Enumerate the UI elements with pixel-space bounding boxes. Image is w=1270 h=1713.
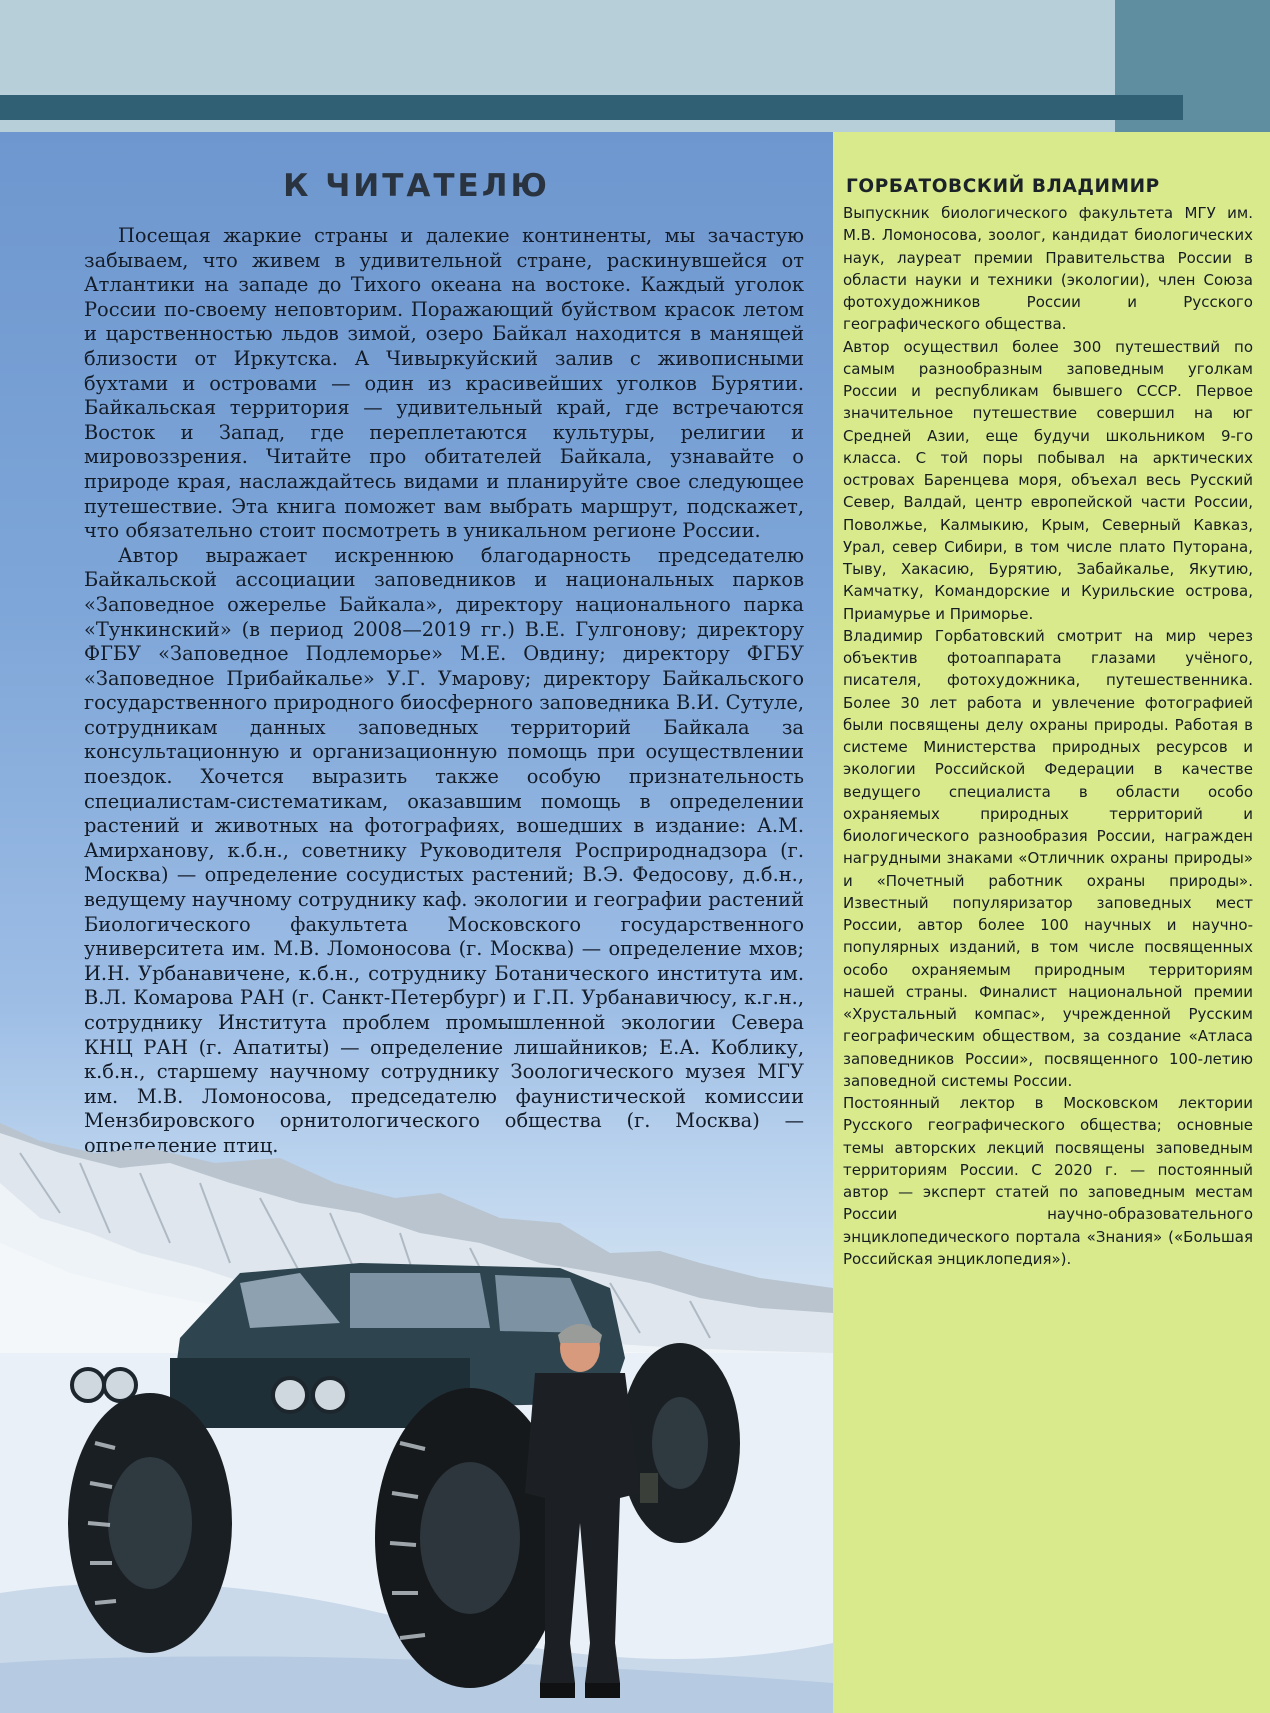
winter-vehicle-photo — [0, 1123, 833, 1713]
main-column — [0, 132, 833, 1713]
header-band — [0, 0, 1270, 132]
author-name: ГОРБАТОВСКИЙ ВЛАДИМИР — [846, 176, 1160, 197]
bio-paragraph-3: Владимир Горбатовский смотрит на мир через объектив фотоаппарата глазами учёного, писателя, фотохудожника, путешественника. Более 30 лет работа и увлечение фотографией были посвящены делу охраны природы. Работая в системе Министерства природных ресурсов и экологии Российской Федерации в качестве ведущего специалиста в области особо охраняемых природных территорий и биологического разнообразия России, награжден нагрудными знаками «Отличник охраны природы» и «Почетный работник охраны природы». Известный популяризатор заповедных мест России, автор более 100 научных и научно-популярных изданий, в том числе посвященных особо охраняемым природным территориям нашей страны. Финалист национальной премии «Хрустальный компас», учрежденной Русским географическим обществом, за создание «Атласа заповедников России», посвященного 100-летию заповедной системы России. — [843, 626, 1253, 1090]
header-stripe — [0, 95, 1183, 120]
page-title: К ЧИТАТЕЛЮ — [283, 168, 550, 204]
bio-paragraph-2: Автор осуществил более 300 путешествий по самым разнообразным заповедным уголкам России и республикам бывшего СССР. Первое значительное путешествие совершил на юг Средней Азии, еще будучи школьником 9-го класса. С той поры побывал на арктических островах Баренцева моря, объехал весь Русский Север, Валдай, центр европейской части России, Поволжье, Калмыкию, Крым, Северный Кавказ, Урал, север Сибири, в том числе плато Путорана, Тыву, Хакасию, Бурятию, Забайкалье, Якутию, Камчатку, Командорские и Курильские острова, Приамурье и Приморье. — [843, 337, 1253, 623]
foreword-paragraph-2: Автор выражает искреннюю благодарность председателю Байкальской ассоциации заповедников и национальных парков «Заповедное ожерелье Байкала», директору национального парка «Тункинский» (в период 2008—2019 гг.) В.Е. Гулгонову; директору ФГБУ «Заповедное Подлеморье» М.Е. Овдину; директору ФГБУ «Заповедное Прибайкалье» У.Г. Умарову; директору Байкальского государственного природного биосферного заповедника В.И. Сутуле, сотрудникам данных заповедных территорий Байкала за консультационную и организационную помощь при осуществлении поездок. Хочется выразить также особую признательность специалистам-систематикам, оказавшим помощь в определении растений и животных на фотографиях, вошедших в издание: А.М. Амирханову, к.б.н., советнику Руководителя Росприроднадзора (г. Москва) — определение сосудистых растений; В.Э. Федосову, д.б.н., ведущему научному сотруднику каф. экологии и географии растений Биологического факультета Московского государственного университета им. М.В. Ломоносова (г. Москва) — определение мхов; И.Н. Урбанавичене, к.б.н., сотруднику Ботанического института им. В.Л. Комарова РАН (г. Санкт-Петербург) и Г.П. Урбанавичюсу, к.г.н., сотруднику Института проблем промышленной экологии Севера КНЦ РАН (г. Апатиты) — определение лишайников; Е.А. Коблику, к.б.н., старшему научному сотруднику Зоологического музея МГУ им. М.В. Ломоносова, председателю фаунистической комиссии Мензбировского орнитологического общества (г. Москва) — определение птиц. — [84, 543, 804, 1157]
foreword-paragraph-1: Посещая жаркие страны и далекие континенты, мы зачастую забываем, что живем в удивительной стране, раскинувшейся от Атлантики на западе до Тихого океана на востоке. Каждый уголок России по-своему неповторим. Поражающий буйством красок летом и царственностью льдов зимой, озеро Байкал находится в манящей близости от Иркутска. А Чивыркуйский залив с живописными бухтами и островами — один из красивейших уголков Бурятии. Байкальская территория — удивительный край, где встречаются Восток и Запад, где переплетаются культуры, религии и мировоззрения. Читайте про обитателей Байкала, узнавайте о природе края, наслаждайтесь видами и планируйте свое следующее путешествие. Эта книга поможет вам выбрать маршрут, подскажет, что обязательно стоит посмотреть в уникальном регионе России. — [84, 224, 804, 543]
bio-paragraph-1: Выпускник биологического факультета МГУ им. М.В. Ломоносова, зоолог, кандидат биологических наук, лауреат премии Правительства России в области науки и техники (экологии), член Союза фотохудожников России и Русского географического общества. — [843, 204, 1253, 334]
author-bio — [843, 202, 1253, 1270]
bio-paragraph-4: Постоянный лектор в Московском лектории Русского географического общества; основные темы авторских лекций посвящены заповедным территориям России. С 2020 г. — постоянный автор — эксперт статей по заповедным местам России научно-образовательного энциклопедического портала «Знания» («Большая Российская энциклопедия»). — [843, 1094, 1253, 1268]
foreword-text — [84, 224, 804, 1159]
